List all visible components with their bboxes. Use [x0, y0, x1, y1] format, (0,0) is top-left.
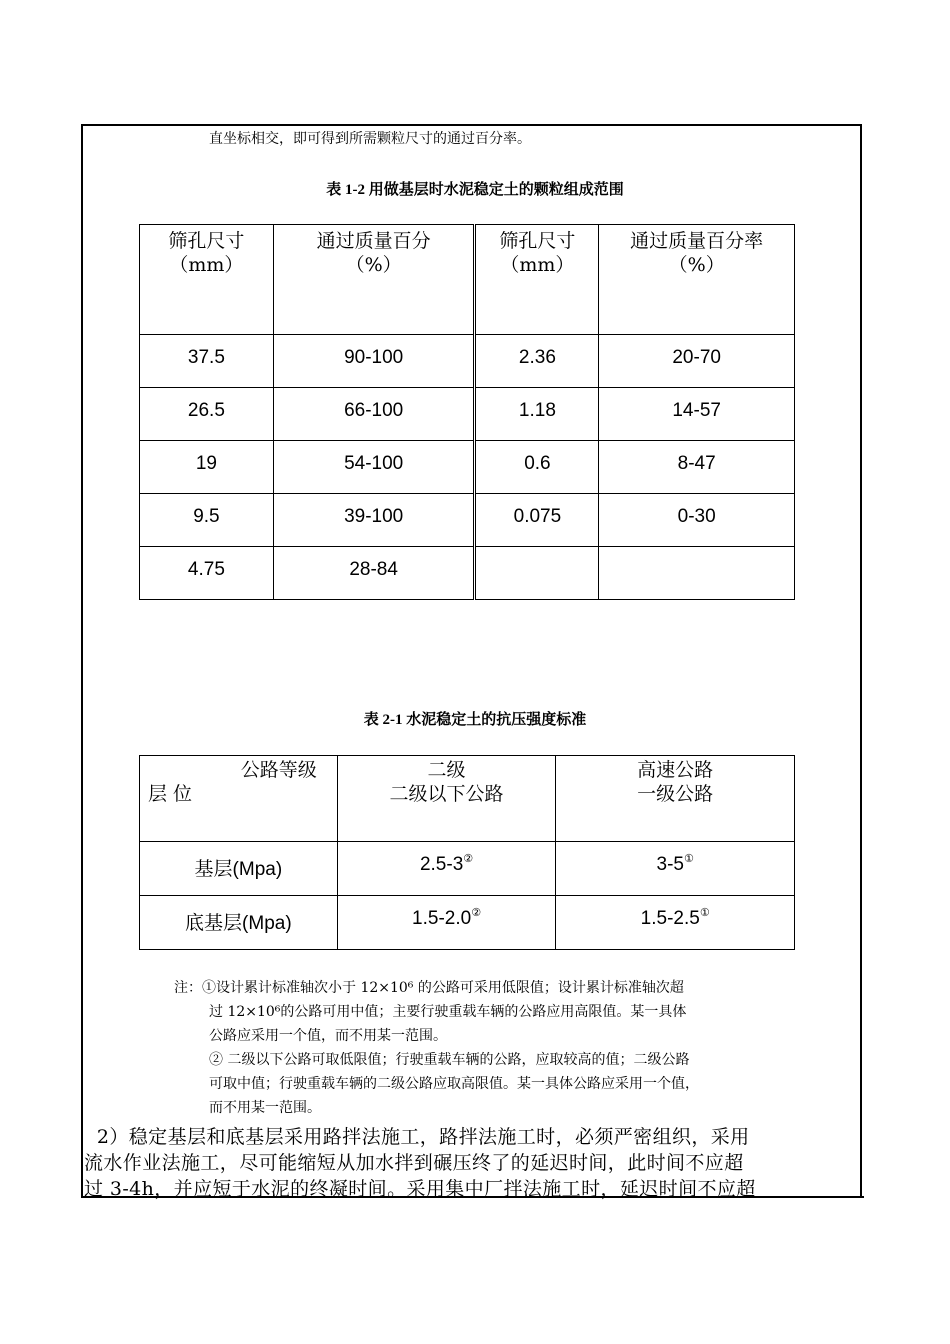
header-cell: 筛孔尺寸 （mm）	[475, 225, 599, 335]
table-cell: 14-57	[599, 388, 795, 441]
body-line: 流水作业法施工，尽可能缩短从加水拌到碾压终了的延迟时间，此时间不应超	[84, 1152, 744, 1174]
table-cell: 4.75	[140, 547, 274, 600]
table-row	[140, 896, 795, 950]
table-cell: 9.5	[140, 494, 274, 547]
table-cell: 26.5	[140, 388, 274, 441]
table-cell: 1.5-2.5①	[556, 896, 795, 950]
body-line: 过 3-4h，并应短于水泥的终凝时间。采用集中厂拌法施工时，延迟时间不应超	[84, 1178, 756, 1200]
table-cell	[599, 547, 795, 600]
table-cell: 28-84	[273, 547, 475, 600]
table-row	[140, 388, 795, 441]
note-line: 公路应采用一个值，而不用某一范围。	[209, 1028, 447, 1044]
note-line: 注：①设计累计标准轴次小于 12×10⁶ 的公路可采用低限值；设计累计标准轴次超	[174, 980, 684, 996]
table2-caption: 表 2-1 水泥稳定土的抗压强度标准	[363, 712, 587, 728]
table-header-row	[140, 756, 795, 842]
table-header-row	[140, 225, 795, 335]
intro-line: 直坐标相交，即可得到所需颗粒尺寸的通过百分率。	[209, 131, 531, 147]
note-line: ② 二级以下公路可取低限值；行驶重载车辆的公路，应取较高的值；二级公路	[209, 1052, 690, 1068]
row-label: 基层(Mpa)	[140, 842, 338, 896]
strength-table	[139, 755, 795, 950]
body-paragraph	[84, 1124, 860, 1202]
table-cell: 0.075	[475, 494, 599, 547]
header-cell: 二级 二级以下公路	[337, 756, 556, 842]
note-line: 可取中值；行驶重载车辆的二级公路应取高限值。某一具体公路应采用一个值，	[209, 1076, 699, 1092]
table-cell: 8-47	[599, 441, 795, 494]
table-row	[140, 335, 795, 388]
header-cell: 通过质量百分率 （%）	[599, 225, 795, 335]
corner-top-label: 公路等级	[240, 759, 317, 781]
note-line: 而不用某一范围。	[209, 1100, 321, 1116]
table-cell: 37.5	[140, 335, 274, 388]
corner-header-cell	[140, 756, 338, 842]
table-cell: 2.36	[475, 335, 599, 388]
corner-bottom-label: 层 位	[148, 783, 193, 805]
table-cell: 66-100	[273, 388, 475, 441]
table-cell: 0.6	[475, 441, 599, 494]
row-label: 底基层(Mpa)	[140, 896, 338, 950]
table-notes	[174, 976, 699, 1120]
table-cell: 2.5-3②	[337, 842, 556, 896]
footnote-mark: ①	[683, 853, 694, 865]
footnote-mark: ②	[471, 907, 482, 919]
table1-caption: 表 1-2 用做基层时水泥稳定土的颗粒组成范围	[326, 182, 624, 198]
table-cell: 90-100	[273, 335, 475, 388]
table-cell	[475, 547, 599, 600]
table-row	[140, 842, 795, 896]
gradation-table	[139, 224, 795, 600]
table-cell: 20-70	[599, 335, 795, 388]
table-cell: 54-100	[273, 441, 475, 494]
table-cell: 19	[140, 441, 274, 494]
header-cell: 高速公路 一级公路	[556, 756, 795, 842]
footnote-mark: ①	[699, 907, 710, 919]
table-cell: 1.5-2.0②	[337, 896, 556, 950]
footnote-mark: ②	[463, 853, 474, 865]
body-line: 2）稳定基层和底基层采用路拌法施工，路拌法施工时，必须严密组织，采用	[84, 1126, 750, 1148]
table-row	[140, 547, 795, 600]
table-row	[140, 441, 795, 494]
table-cell: 3-5①	[556, 842, 795, 896]
header-cell: 筛孔尺寸 （mm）	[140, 225, 274, 335]
table-cell: 0-30	[599, 494, 795, 547]
note-line: 过 12×10⁶的公路可用中值；主要行驶重载车辆的公路应用高限值。某一具体	[209, 1004, 687, 1020]
table-row	[140, 494, 795, 547]
table-cell: 1.18	[475, 388, 599, 441]
table-cell: 39-100	[273, 494, 475, 547]
header-cell: 通过质量百分 （%）	[273, 225, 475, 335]
